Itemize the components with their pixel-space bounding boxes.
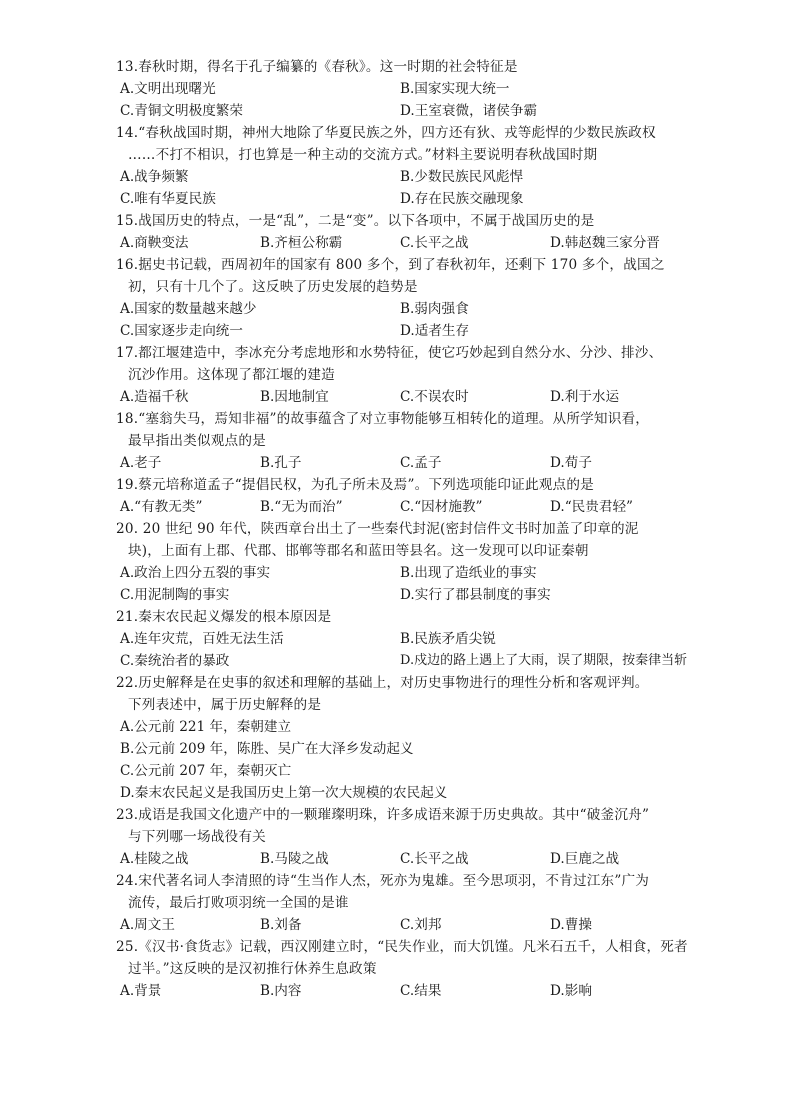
option-b: B.少数民族民风彪悍 — [400, 169, 524, 185]
option-row — [116, 980, 716, 1002]
question-stem: 14.“春秋战国时期，神州大地除了华夏民族之外，四方还有狄、戎等彪悍的少数民族政权 — [116, 125, 656, 141]
option-d: D.秦末农民起义是我国历史上第一次大规模的农民起义 — [120, 785, 448, 801]
option-row — [116, 496, 716, 518]
question-21 — [116, 606, 716, 672]
question-stem: 16.据史书记载，西周初年的国家有 800 多个，到了春秋初年，还剩下 170 多个，战国之 — [116, 257, 665, 273]
option-d: D.曹操 — [550, 917, 592, 933]
option-row — [116, 188, 716, 210]
question-stem: 15.战国历史的特点，一是“乱”，二是“变”。以下各项中，不属于战国历史的是 — [116, 213, 595, 229]
option-a: A.战争频繁 — [120, 169, 189, 185]
question-stem: 21.秦末农民起义爆发的根本原因是 — [116, 609, 332, 625]
option-row — [116, 78, 716, 100]
option-c: C.“因材施教” — [400, 499, 483, 515]
question-stem-continued: 块)，上面有上郡、代郡、邯郸等郡名和蓝田等县名。这一发现可以印证秦朝 — [128, 543, 589, 559]
question-14 — [116, 122, 716, 210]
option-a: A.周文王 — [120, 917, 175, 933]
option-c: C.长平之战 — [400, 235, 469, 251]
option-b: B.民族矛盾尖锐 — [400, 631, 496, 647]
question-stem: 20. 20 世纪 90 年代，陕西章台出土了一些秦代封泥(密封信件文书时加盖了印章的泥 — [116, 521, 639, 537]
question-15 — [116, 210, 716, 254]
option-c: C.长平之战 — [400, 851, 469, 867]
option-a: A.老子 — [120, 455, 162, 471]
option-c: C.结果 — [400, 983, 442, 999]
option-d: D.巨鹿之战 — [550, 851, 620, 867]
option-row — [116, 584, 716, 606]
option-row — [116, 232, 716, 254]
option-a: A.国家的数量越来越少 — [120, 301, 257, 317]
option-row — [116, 848, 716, 870]
option-row — [116, 914, 716, 936]
option-row — [116, 298, 716, 320]
question-stem-continued: 过半。”这反映的是汉初推行休养生息政策 — [128, 961, 377, 977]
option-c: C.秦统治者的暴政 — [120, 653, 230, 669]
option-b: B.刘备 — [260, 917, 302, 933]
option-a: A.公元前 221 年，秦朝建立 — [120, 719, 292, 735]
question-25 — [116, 936, 716, 1002]
question-13 — [116, 56, 716, 122]
option-d: D.存在民族交融现象 — [400, 191, 524, 207]
option-c: C.公元前 207 年，秦朝灭亡 — [120, 763, 292, 779]
option-a: A.造福千秋 — [120, 389, 189, 405]
question-17 — [116, 342, 716, 408]
option-b: B.“无为而治” — [260, 499, 343, 515]
option-b: B.齐桓公称霸 — [260, 235, 343, 251]
question-stem: 23.成语是我国文化遗产中的一颗璀璨明珠，许多成语来源于历史典故。其中“破釜沉舟” — [116, 807, 650, 823]
option-d: D.影响 — [550, 983, 592, 999]
question-stem: 19.蔡元培称道孟子“提倡民权，为孔子所未及焉”。下列选项能印证此观点的是 — [116, 477, 594, 493]
option-a: A.商鞅变法 — [120, 235, 189, 251]
question-23 — [116, 804, 716, 870]
question-stem-continued: 沉沙作用。这体现了都江堰的建造 — [128, 367, 335, 383]
option-c: C.国家逐步走向统一 — [120, 323, 243, 339]
option-b: B.出现了造纸业的事实 — [400, 565, 537, 581]
option-c: C.用泥制陶的事实 — [120, 587, 230, 603]
question-stem-continued: 初，只有十几个了。这反映了历史发展的趋势是 — [128, 279, 418, 295]
option-d: D.戍边的路上遇上了大雨，误了期限，按秦律当斩 — [400, 653, 688, 668]
question-22 — [116, 672, 716, 804]
question-stem: 13.春秋时期，得名于孔子编纂的《春秋》。这一时期的社会特征是 — [116, 59, 518, 75]
question-stem-continued: ……不打不相识，打也算是一种主动的交流方式。”材料主要说明春秋战国时期 — [128, 147, 598, 163]
option-b: B.因地制宜 — [260, 389, 329, 405]
option-b: B.公元前 209 年，陈胜、吴广在大泽乡发动起义 — [120, 741, 414, 757]
option-a: A.文明出现曙光 — [120, 81, 216, 97]
question-stem: 22.历史解释是在史事的叙述和理解的基础上，对历史事物进行的理性分析和客观评判。 — [116, 675, 649, 691]
question-stem: 25.《汉书·食货志》记载，西汉刚建立时，“民失作业，而大饥馑。凡米石五千，人相食，死者 — [116, 939, 688, 955]
option-a: A.政治上四分五裂的事实 — [120, 565, 271, 581]
option-a: A.背景 — [120, 983, 162, 999]
option-row — [116, 166, 716, 188]
question-stem-continued: 下列表述中，属于历史解释的是 — [128, 697, 322, 713]
option-b: B.马陵之战 — [260, 851, 329, 867]
option-c: C.刘邦 — [400, 917, 442, 933]
option-row — [116, 386, 716, 408]
question-stem-continued: 最早指出类似观点的是 — [128, 433, 266, 449]
option-a: A.连年灾荒，百姓无法生活 — [120, 631, 284, 647]
question-20 — [116, 518, 716, 606]
option-b: B.国家实现大统一 — [400, 81, 510, 97]
option-row — [116, 562, 716, 584]
option-b: B.内容 — [260, 983, 302, 999]
option-d: D.荀子 — [550, 455, 592, 471]
question-stem: 24.宋代著名词人李清照的诗“生当作人杰，死亦为鬼雄。至今思项羽，不肯过江东”广为 — [116, 873, 650, 889]
option-c: C.青铜文明极度繁荣 — [120, 103, 243, 119]
question-stem: 17.都江堰建造中，李冰充分考虑地形和水势特征，使它巧妙起到自然分水、分沙、排沙、 — [116, 345, 663, 361]
question-stem-continued: 流传，最后打败项羽统一全国的是谁 — [128, 895, 349, 911]
option-row — [116, 452, 716, 474]
question-18 — [116, 408, 716, 474]
option-d: D.王室衰微，诸侯争霸 — [400, 103, 538, 119]
option-d: D.适者生存 — [400, 323, 470, 339]
option-b: B.孔子 — [260, 455, 302, 471]
option-d: D.韩赵魏三家分晋 — [550, 235, 660, 251]
option-row — [116, 650, 716, 672]
option-row — [116, 100, 716, 122]
question-stem: 18.“塞翁失马，焉知非福”的故事蕴含了对立事物能够互相转化的道理。从所学知识看， — [116, 411, 650, 427]
question-19 — [116, 474, 716, 518]
option-a: A.桂陵之战 — [120, 851, 189, 867]
option-b: B.弱肉强食 — [400, 301, 469, 317]
option-c: C.唯有华夏民族 — [120, 191, 216, 207]
option-a: A.“有教无类” — [120, 499, 203, 515]
option-d: D.“民贵君轻” — [550, 499, 634, 515]
option-d: D.利于水运 — [550, 389, 620, 405]
question-24 — [116, 870, 716, 936]
option-d: D.实行了郡县制度的事实 — [400, 587, 551, 603]
option-c: C.孟子 — [400, 455, 442, 471]
option-row — [116, 628, 716, 650]
option-row — [116, 320, 716, 342]
option-c: C.不误农时 — [400, 389, 469, 405]
question-16 — [116, 254, 716, 342]
question-stem-continued: 与下列哪一场战役有关 — [128, 829, 266, 845]
